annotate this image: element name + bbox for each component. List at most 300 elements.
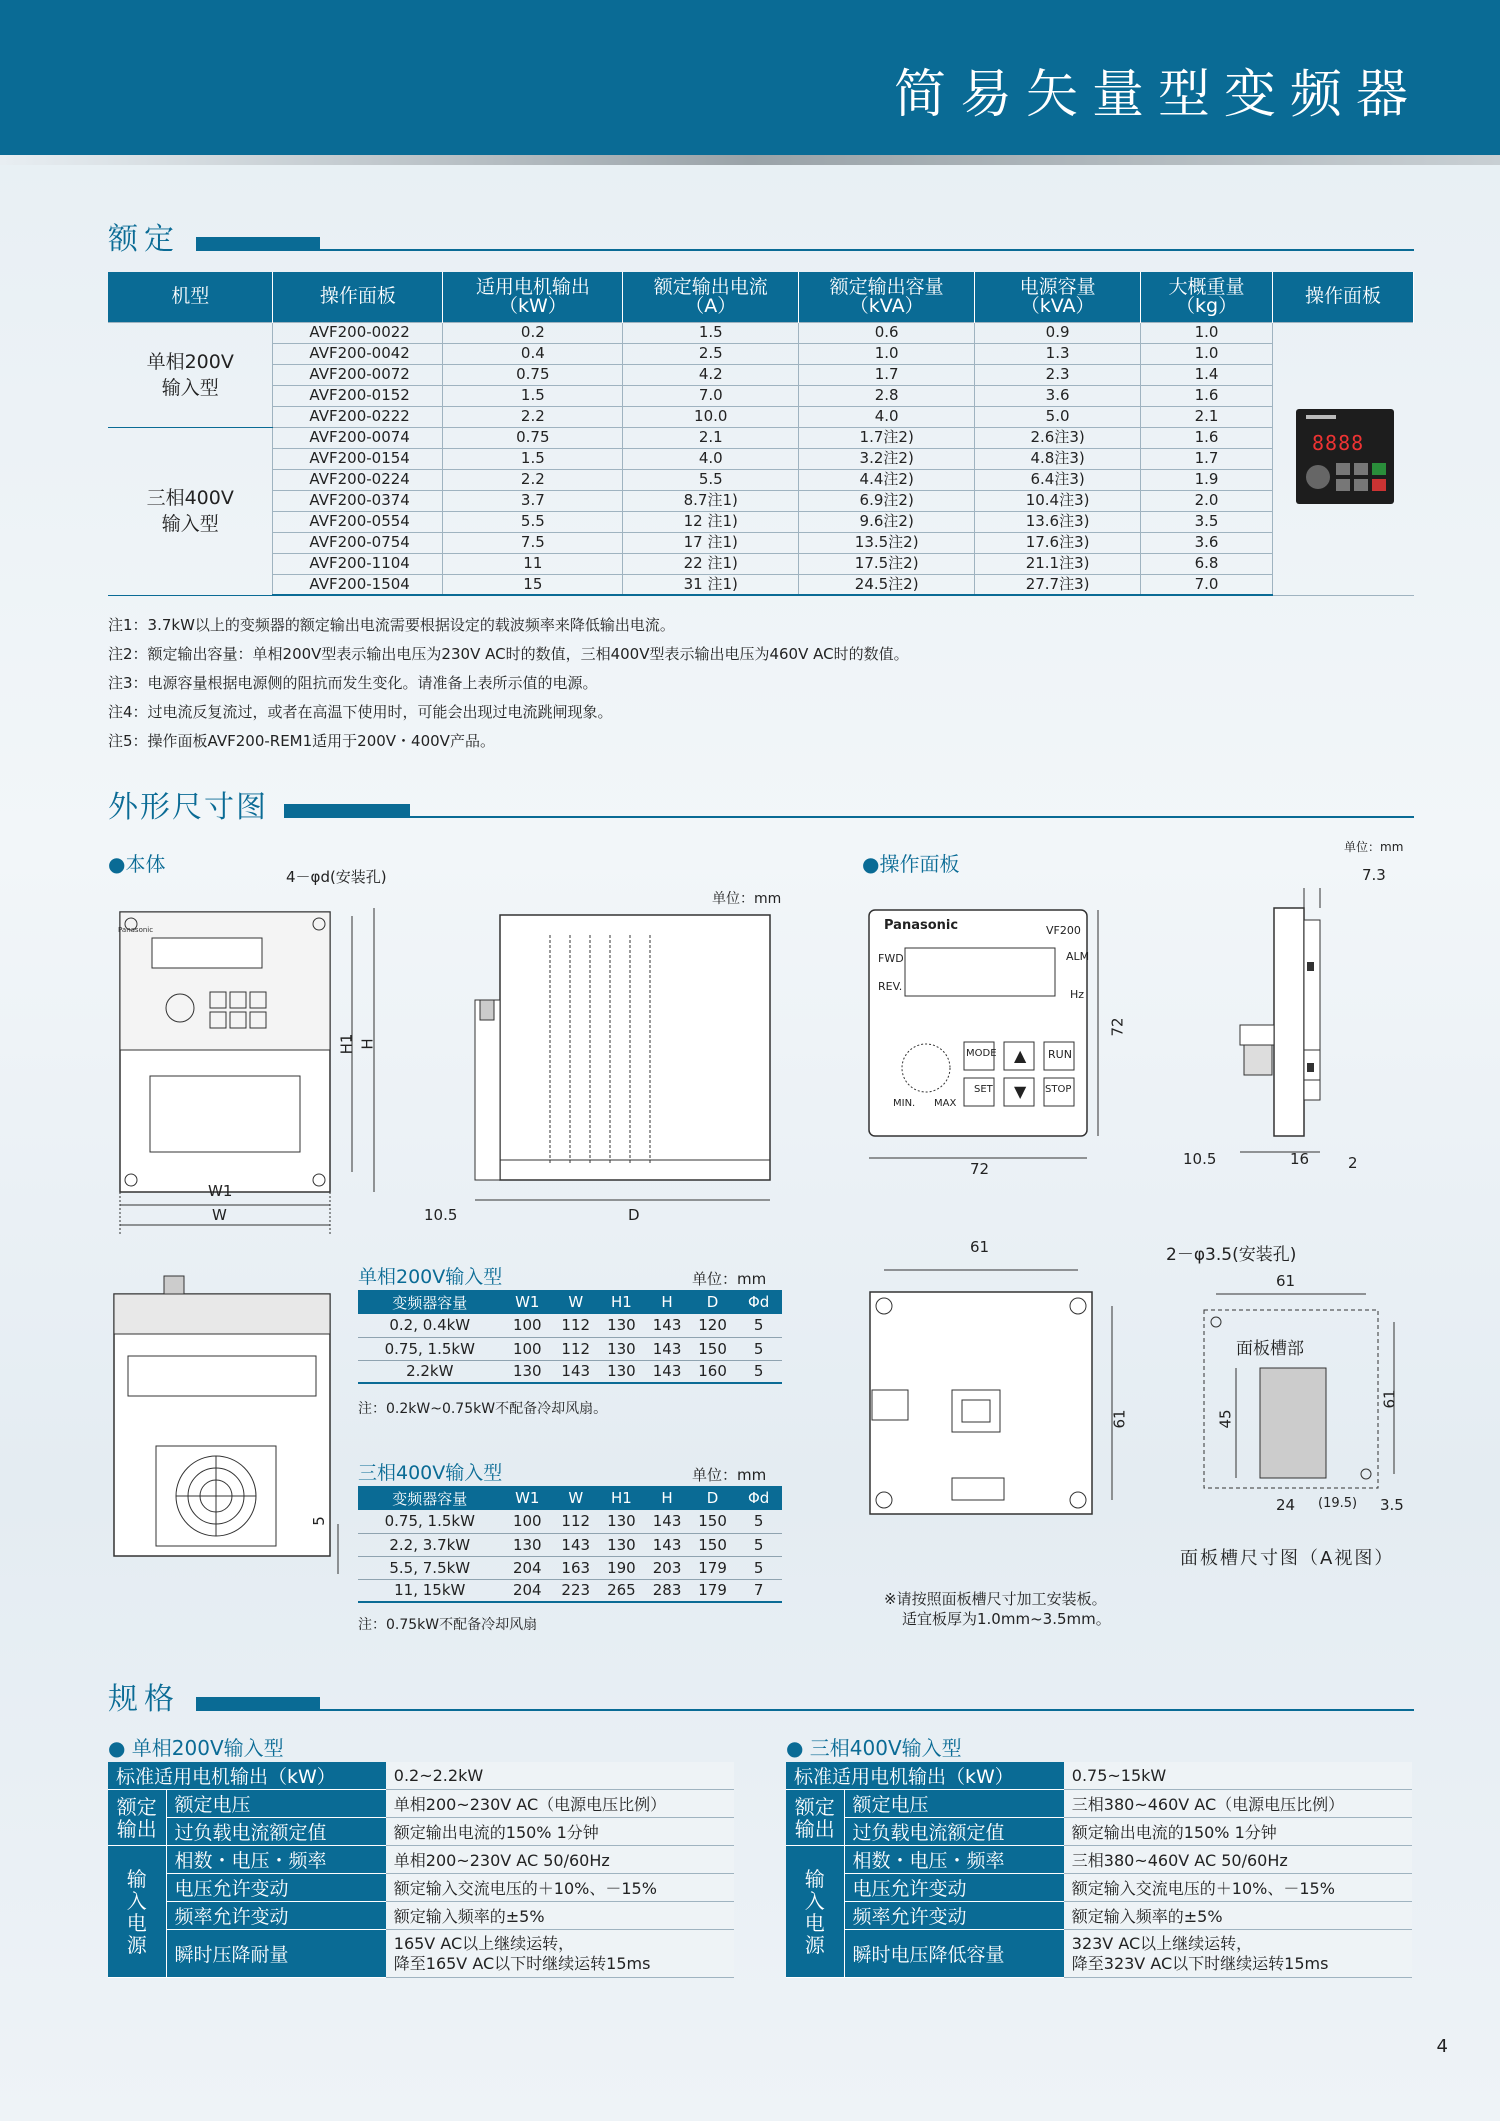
table200-title: 单相200V输入型 — [358, 1266, 503, 1288]
spec-label: 过负载电流额定值 — [844, 1818, 1064, 1846]
table-cell: 5 — [735, 1533, 782, 1556]
table200 — [358, 1290, 782, 1384]
model-code-cell: AVF200-0074 — [273, 427, 443, 448]
note-line: 注1：3.7kW以上的变频器的额定输出电流需要根据设定的载波频率来降低输出电流。 — [108, 616, 675, 634]
table400-note: 注：0.75kW不配备冷却风扇 — [358, 1617, 538, 1633]
table-cell: 4.0 — [623, 448, 799, 469]
rev-label: REV. — [878, 980, 903, 993]
table-row — [108, 532, 1414, 553]
spec-value: 三相380~460V AC（电源电压比例） — [1064, 1790, 1412, 1818]
body-side-view — [420, 905, 780, 1225]
table-cell: 17 注1) — [623, 532, 799, 553]
column-header: W — [553, 1486, 599, 1510]
spec-value: 单相200~230V AC（电源电压比例） — [386, 1790, 734, 1818]
dim-61-slot-h: 61 — [1380, 1389, 1399, 1409]
spec-row — [786, 1930, 1412, 1978]
dim-45: 45 — [1216, 1409, 1235, 1429]
panel-side-view — [1180, 880, 1400, 1170]
table-row — [358, 1337, 782, 1360]
dim-16: 16 — [1290, 1150, 1310, 1168]
table-cell: 1.3 — [975, 343, 1141, 364]
spec-row — [786, 1790, 1412, 1818]
column-header: D — [690, 1486, 736, 1510]
dim-w: W — [212, 1206, 227, 1224]
model-code-cell: AVF200-0554 — [273, 511, 443, 532]
table-cell: 130 — [599, 1337, 645, 1360]
body-label: ●本体 — [108, 852, 166, 876]
table-cell: 2.8 — [799, 385, 975, 406]
spec-right-label: ● 三相400V输入型 — [786, 1736, 962, 1760]
spec-label: 标准适用电机输出（kW） — [786, 1762, 1064, 1790]
spec-row — [786, 1846, 1412, 1874]
section-bar — [196, 1697, 320, 1711]
column-header: 操作面板 — [1273, 272, 1414, 322]
note-line: 注2：额定输出容量：单相200V型表示输出电压为230V AC时的数值，三相400V型表示输出电压为460V AC时的数值。 — [108, 645, 909, 663]
table-cell: 5.5 — [443, 511, 623, 532]
spec-value: 0.75~15kW — [1064, 1762, 1412, 1790]
table-cell: 2.2kW — [358, 1360, 502, 1383]
panel-label: ●操作面板 — [862, 852, 960, 876]
mode-key: MODE — [966, 1048, 997, 1059]
spec-row — [786, 1902, 1412, 1930]
table-cell: 150 — [690, 1533, 736, 1556]
table-cell: 0.75 — [443, 427, 623, 448]
model-code-cell: AVF200-0374 — [273, 490, 443, 511]
table-cell: 7.5 — [443, 532, 623, 553]
dim-5: 5 — [309, 1516, 328, 1526]
table-cell: 1.6 — [1141, 427, 1273, 448]
table-cell: 1.6 — [1141, 385, 1273, 406]
dim-61-top: 61 — [970, 1238, 990, 1256]
table-cell: 179 — [690, 1556, 736, 1579]
table-cell: 1.0 — [799, 343, 975, 364]
table-cell: 143 — [644, 1337, 690, 1360]
spec-label: 额定电压 — [166, 1790, 386, 1818]
table-cell: 0.2 — [443, 322, 623, 343]
table-row — [108, 448, 1414, 469]
spec-label: 相数・电压・频率 — [844, 1846, 1064, 1874]
table-cell: 8.7注1) — [623, 490, 799, 511]
spec-label: 标准适用电机输出（kW） — [108, 1762, 386, 1790]
spec-value: 额定输入交流电压的＋10%、－15% — [1064, 1874, 1412, 1902]
column-header: 操作面板 — [273, 272, 443, 322]
spec-label: 电压允许变动 — [166, 1874, 386, 1902]
table-cell: 17.6注3) — [975, 532, 1141, 553]
table-cell: 9.6注2) — [799, 511, 975, 532]
rating-table — [108, 272, 1414, 596]
table-cell: 5.0 — [975, 406, 1141, 427]
spec-group: 额定 输出 — [786, 1790, 844, 1846]
section-bar — [196, 237, 320, 251]
dim-10-5: 10.5 — [424, 1206, 458, 1224]
table-cell: 5 — [735, 1556, 782, 1579]
table-cell: 283 — [644, 1579, 690, 1602]
table-row — [108, 490, 1414, 511]
spec-table-200v — [108, 1762, 734, 1978]
table-cell: 3.2注2) — [799, 448, 975, 469]
model-code-cell: AVF200-0754 — [273, 532, 443, 553]
slot-label: 面板槽部 — [1236, 1339, 1304, 1359]
spec-value: 165V AC以上继续运转， 降至165V AC以下时继续运转15ms — [386, 1930, 734, 1978]
table-cell: 130 — [599, 1533, 645, 1556]
table-cell: 11 — [443, 553, 623, 574]
table-cell: 4.0 — [799, 406, 975, 427]
table-cell: 7.0 — [1141, 574, 1273, 595]
table-cell: 130 — [599, 1314, 645, 1337]
table-cell: 2.2 — [443, 406, 623, 427]
table200-note: 注：0.2kW~0.75kW不配备冷却风扇。 — [358, 1401, 608, 1417]
table-row — [108, 553, 1414, 574]
table-row — [108, 469, 1414, 490]
fwd-label: FWD — [878, 952, 904, 965]
body-bottom-view — [106, 1268, 346, 1578]
table-row — [108, 322, 1414, 343]
table-row — [108, 574, 1414, 595]
table-cell: 5.5, 7.5kW — [358, 1556, 502, 1579]
dim-3-5: 3.5 — [1380, 1496, 1404, 1514]
section-bar — [284, 804, 410, 818]
dim-61-side: 61 — [1110, 1409, 1129, 1429]
column-header: H1 — [599, 1290, 645, 1314]
model-code-cell: AVF200-0022 — [273, 322, 443, 343]
dim-7-3: 7.3 — [1362, 866, 1386, 884]
table-cell: 11, 15kW — [358, 1579, 502, 1602]
table-row — [108, 406, 1414, 427]
table-cell: 2.5 — [623, 343, 799, 364]
table-cell: 5 — [735, 1314, 782, 1337]
spec-table-400v — [786, 1762, 1412, 1978]
table-cell: 6.4注3) — [975, 469, 1141, 490]
table400-title: 三相400V输入型 — [358, 1462, 503, 1484]
dim-w1: W1 — [208, 1182, 233, 1200]
page-number: 4 — [1436, 2036, 1448, 2057]
table-row — [358, 1579, 782, 1602]
spec-label: 瞬时压降耐量 — [166, 1930, 386, 1978]
slot-caption: 面板槽尺寸图（A视图） — [1180, 1548, 1395, 1569]
table-cell: 3.5 — [1141, 511, 1273, 532]
table-cell: 1.5 — [623, 322, 799, 343]
section-rule — [320, 1709, 1414, 1711]
dim-10-5-panel: 10.5 — [1183, 1150, 1217, 1168]
table-row — [108, 364, 1414, 385]
column-header: Φd — [735, 1290, 782, 1314]
column-header: 机型 — [108, 272, 273, 322]
spec-value: 323V AC以上继续运转， 降至323V AC以下时继续运转15ms — [1064, 1930, 1412, 1978]
section-title-dimensions: 外形尺寸图 — [108, 790, 268, 825]
table-cell: 22 注1) — [623, 553, 799, 574]
model-code-cell: AVF200-1504 — [273, 574, 443, 595]
model-group-cell: 三相400V 输入型 — [108, 427, 273, 595]
spec-label: 频率允许变动 — [166, 1902, 386, 1930]
section-title-rating: 额定 — [108, 222, 180, 257]
spec-value: 额定输出电流的150% 1分钟 — [386, 1818, 734, 1846]
unit-label-panel: 单位：mm — [1344, 840, 1404, 854]
table-cell: 27.7注3) — [975, 574, 1141, 595]
table-cell: 4.4注2) — [799, 469, 975, 490]
table-cell: 0.75, 1.5kW — [358, 1337, 502, 1360]
spec-row — [108, 1818, 734, 1846]
table-cell: 12 注1) — [623, 511, 799, 532]
brand-text: Panasonic — [118, 926, 154, 934]
model-code-cell: AVF200-0222 — [273, 406, 443, 427]
body-front-view — [100, 880, 400, 1240]
run-key: RUN — [1048, 1048, 1072, 1061]
table-cell: 4.2 — [623, 364, 799, 385]
panel-front-view — [860, 900, 1100, 1180]
spec-value: 额定输入交流电压的＋10%、－15% — [386, 1874, 734, 1902]
table-cell: 130 — [599, 1510, 645, 1533]
spec-row — [108, 1790, 734, 1818]
stop-key: STOP — [1045, 1084, 1072, 1095]
table-cell: 143 — [553, 1533, 599, 1556]
hz-label: Hz — [1070, 988, 1085, 1001]
table-cell: 223 — [553, 1579, 599, 1602]
table-row — [108, 427, 1414, 448]
max-label: MAX — [934, 1098, 957, 1109]
hole2-label: 2－φ3.5(安装孔) — [1166, 1245, 1297, 1265]
table-row — [358, 1360, 782, 1383]
table-cell: 179 — [690, 1579, 736, 1602]
table-cell: 2.1 — [623, 427, 799, 448]
table-cell: 143 — [644, 1510, 690, 1533]
table-cell: 17.5注2) — [799, 553, 975, 574]
spec-label: 频率允许变动 — [844, 1902, 1064, 1930]
table-row — [358, 1314, 782, 1337]
column-header: 电源容量 （kVA） — [975, 272, 1141, 322]
table-cell: 1.9 — [1141, 469, 1273, 490]
table-cell: 204 — [502, 1556, 553, 1579]
table200-unit: 单位：mm — [692, 1270, 767, 1288]
spec-row — [108, 1846, 734, 1874]
panel-note-2: 适宜板厚为1.0mm~3.5mm。 — [902, 1610, 1111, 1628]
table-cell: 10.4注3) — [975, 490, 1141, 511]
table-cell: 1.7注2) — [799, 427, 975, 448]
table-cell: 112 — [553, 1337, 599, 1360]
column-header: W — [553, 1290, 599, 1314]
table-cell: 143 — [644, 1314, 690, 1337]
dim-h: H — [358, 1038, 377, 1050]
table-cell: 10.0 — [623, 406, 799, 427]
table-cell: 5 — [735, 1337, 782, 1360]
table-cell: 6.9注2) — [799, 490, 975, 511]
spec-group: 输 入 电 源 — [786, 1846, 844, 1978]
table-cell: 143 — [553, 1360, 599, 1383]
table-row — [358, 1556, 782, 1579]
table-cell: 7.0 — [623, 385, 799, 406]
table-cell: 0.2, 0.4kW — [358, 1314, 502, 1337]
table-cell: 3.6 — [1141, 532, 1273, 553]
section-title-specs: 规格 — [108, 1682, 180, 1717]
table-cell: 5 — [735, 1360, 782, 1383]
table-cell: 2.6注3) — [975, 427, 1141, 448]
model-code-cell: AVF200-0224 — [273, 469, 443, 490]
column-header: W1 — [502, 1290, 553, 1314]
table-cell: 2.3 — [975, 364, 1141, 385]
table-cell: 4.8注3) — [975, 448, 1141, 469]
table-cell: 2.0 — [1141, 490, 1273, 511]
table-cell: 2.2, 3.7kW — [358, 1533, 502, 1556]
table-cell: 265 — [599, 1579, 645, 1602]
spec-row — [108, 1874, 734, 1902]
table-row — [108, 385, 1414, 406]
dim-24: 24 — [1276, 1496, 1296, 1514]
panel-back-view — [860, 1250, 1140, 1530]
table-cell: 3.6 — [975, 385, 1141, 406]
column-header: 变频器容量 — [358, 1290, 502, 1314]
table-cell: 1.7 — [1141, 448, 1273, 469]
table-cell: 5.5 — [623, 469, 799, 490]
operation-panel-photo: 8888 — [1296, 409, 1394, 504]
table-cell: 5 — [735, 1510, 782, 1533]
spec-row — [786, 1818, 1412, 1846]
spec-row — [786, 1874, 1412, 1902]
panel-note-1: ※请按照面板槽尺寸加工安装板。 — [884, 1590, 1107, 1608]
column-header: D — [690, 1290, 736, 1314]
spec-value: 0.2~2.2kW — [386, 1762, 734, 1790]
dim-2: 2 — [1348, 1154, 1358, 1172]
model-code-cell: AVF200-0072 — [273, 364, 443, 385]
table-cell: 2.2 — [443, 469, 623, 490]
model-code-cell: AVF200-1104 — [273, 553, 443, 574]
table-cell: 1.5 — [443, 385, 623, 406]
table400-unit: 单位：mm — [692, 1466, 767, 1484]
dim-19-5: (19.5) — [1318, 1496, 1358, 1511]
column-header: 额定输出容量 （kVA） — [799, 272, 975, 322]
note-line: 注3：电源容量根据电源侧的阻抗而发生变化。请准备上表所示值的电源。 — [108, 674, 598, 692]
table-cell: 190 — [599, 1556, 645, 1579]
column-header: H1 — [599, 1486, 645, 1510]
model-code-cell: AVF200-0152 — [273, 385, 443, 406]
table400 — [358, 1486, 782, 1603]
table-cell: 143 — [644, 1360, 690, 1383]
table-cell: 0.4 — [443, 343, 623, 364]
hole-label: 4－φd(安装孔) — [286, 868, 387, 886]
table-row — [358, 1510, 782, 1533]
spec-label: 瞬时电压降低容量 — [844, 1930, 1064, 1978]
table-cell: 0.6 — [799, 322, 975, 343]
column-header: 大概重量 （kg） — [1141, 272, 1273, 322]
table-cell: 143 — [644, 1533, 690, 1556]
spec-value: 额定输入频率的±5% — [1064, 1902, 1412, 1930]
dim-d: D — [628, 1206, 640, 1224]
panel-model: VF200 — [1046, 924, 1081, 937]
table-cell: 100 — [502, 1337, 553, 1360]
panel-brand: Panasonic — [884, 918, 959, 933]
table-cell: 130 — [502, 1533, 553, 1556]
note-line: 注5：操作面板AVF200-REM1适用于200V・400V产品。 — [108, 732, 495, 750]
dim-72-w: 72 — [970, 1160, 990, 1178]
table-cell: 3.7 — [443, 490, 623, 511]
table-cell: 0.9 — [975, 322, 1141, 343]
table-cell: 1.4 — [1141, 364, 1273, 385]
page-title: 简易矢量型变频器 — [893, 65, 1422, 125]
column-header: W1 — [502, 1486, 553, 1510]
spec-value: 单相200~230V AC 50/60Hz — [386, 1846, 734, 1874]
table-cell: 1.5 — [443, 448, 623, 469]
column-header: 适用电机输出 （kW） — [443, 272, 623, 322]
table-cell: 204 — [502, 1579, 553, 1602]
set-key: SET — [974, 1084, 993, 1095]
spec-group: 额定 输出 — [108, 1790, 166, 1846]
table-cell: 130 — [599, 1360, 645, 1383]
model-code-cell: AVF200-0042 — [273, 343, 443, 364]
table-cell: 0.75 — [443, 364, 623, 385]
unit-label: 单位：mm — [712, 891, 782, 907]
table-cell: 160 — [690, 1360, 736, 1383]
table-cell: 163 — [553, 1556, 599, 1579]
spec-label: 电压允许变动 — [844, 1874, 1064, 1902]
spec-value: 三相380~460V AC 50/60Hz — [1064, 1846, 1412, 1874]
table-cell: 0.75, 1.5kW — [358, 1510, 502, 1533]
spec-row — [108, 1902, 734, 1930]
table-cell: 130 — [502, 1360, 553, 1383]
table-cell: 1.0 — [1141, 343, 1273, 364]
column-header: Φd — [735, 1486, 782, 1510]
spec-left-label: ● 单相200V输入型 — [108, 1736, 284, 1760]
spec-row — [108, 1762, 734, 1790]
table-row — [358, 1533, 782, 1556]
spec-label: 额定电压 — [844, 1790, 1064, 1818]
spec-row — [108, 1930, 734, 1978]
column-header: H — [644, 1486, 690, 1510]
section-rule — [410, 816, 1414, 818]
spec-row — [786, 1762, 1412, 1790]
spec-group: 输 入 电 源 — [108, 1846, 166, 1978]
table-cell: 1.0 — [1141, 322, 1273, 343]
table-cell: 100 — [502, 1314, 553, 1337]
dim-61-slot: 61 — [1276, 1272, 1296, 1290]
table-cell: 13.6注3) — [975, 511, 1141, 532]
table-row — [108, 511, 1414, 532]
dim-72-h: 72 — [1108, 1017, 1127, 1037]
column-header: 变频器容量 — [358, 1486, 502, 1510]
spec-value: 额定输出电流的150% 1分钟 — [1064, 1818, 1412, 1846]
table-row — [108, 343, 1414, 364]
table-cell: 112 — [553, 1510, 599, 1533]
table-cell: 150 — [690, 1510, 736, 1533]
note-line: 注4：过电流反复流过，或者在高温下使用时，可能会出现过电流跳闸现象。 — [108, 703, 613, 721]
model-group-cell: 单相200V 输入型 — [108, 322, 273, 427]
table-cell: 6.8 — [1141, 553, 1273, 574]
spec-label: 过负载电流额定值 — [166, 1818, 386, 1846]
column-header: H — [644, 1290, 690, 1314]
header-divider — [0, 155, 1500, 165]
table-cell: 112 — [553, 1314, 599, 1337]
table-cell: 24.5注2) — [799, 574, 975, 595]
table-cell: 203 — [644, 1556, 690, 1579]
table-cell: 13.5注2) — [799, 532, 975, 553]
table-cell: 2.1 — [1141, 406, 1273, 427]
table-cell: 31 注1) — [623, 574, 799, 595]
table-cell: 21.1注3) — [975, 553, 1141, 574]
table-cell: 7 — [735, 1579, 782, 1602]
table-cell: 100 — [502, 1510, 553, 1533]
section-rule — [320, 249, 1414, 251]
spec-label: 相数・电压・频率 — [166, 1846, 386, 1874]
table-cell: 150 — [690, 1337, 736, 1360]
min-label: MIN. — [893, 1098, 916, 1109]
spec-value: 额定输入频率的±5% — [386, 1902, 734, 1930]
table-cell: 15 — [443, 574, 623, 595]
table-cell: 1.7 — [799, 364, 975, 385]
dim-h1: H1 — [337, 1033, 356, 1055]
down-arrow-icon: ▼ — [1014, 1082, 1027, 1101]
column-header: 额定输出电流 （A） — [623, 272, 799, 322]
model-code-cell: AVF200-0154 — [273, 448, 443, 469]
table-cell: 120 — [690, 1314, 736, 1337]
up-arrow-icon: ▲ — [1014, 1046, 1027, 1065]
alm-label: ALM — [1066, 950, 1090, 963]
